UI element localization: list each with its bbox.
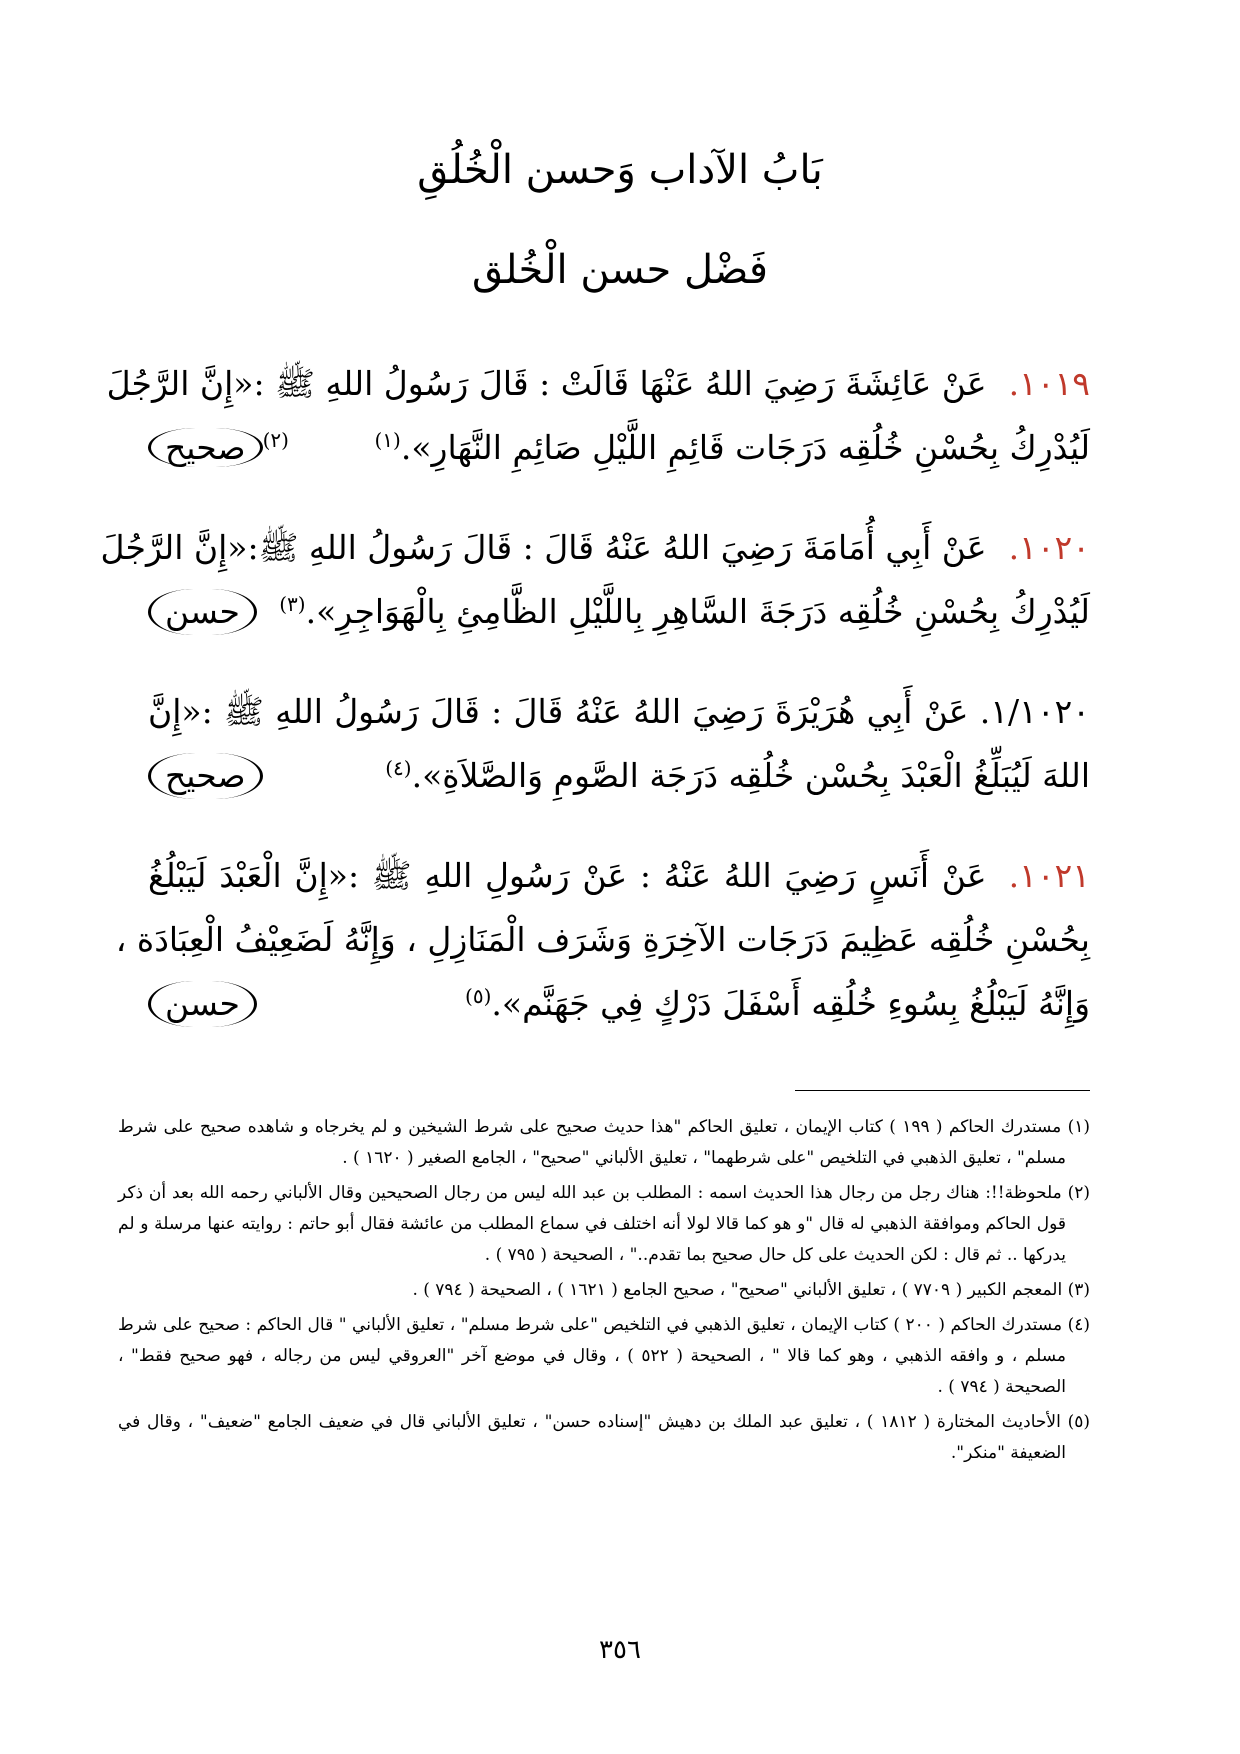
hadith-1020 <box>100 516 1090 644</box>
grade-badge: صحيح <box>148 428 263 467</box>
section-title: فَضْل حسن الْخُلق <box>471 247 769 293</box>
hadith-1021 <box>115 844 1090 1036</box>
footnote-ref[interactable]: (٤) <box>385 756 412 780</box>
hadith-line <box>148 844 1090 908</box>
hadith-line <box>148 680 1090 744</box>
footnote-ref[interactable]: (٣) <box>279 592 306 616</box>
hadith-text: لَيُدْرِكُ بِحُسْنِ خُلُقِه دَرَجَات قَائِمِ اللَّيْلِ صَائِمِ النَّهَارِ». <box>400 428 1090 467</box>
hadith-text: اللهَ لَيُبَلِّغُ الْعَبْدَ بِحُسْن خُلُقِه دَرَجَة الصَّومِ وَالصَّلاَةِ». <box>411 756 1090 795</box>
grade-badge: صحيح <box>148 753 263 799</box>
hadith-text: لَيُدْرِكُ بِحُسْنِ خُلُقِه دَرَجَةَ السَّاهِرِ بِاللَّيْلِ الظَّامِئِ بِالْهَوَاجِرِ». <box>305 592 1090 631</box>
hadith-line <box>148 580 1090 644</box>
footnote: (٤) مستدرك الحاكم ( ٢٠٠ ) كتاب الإيمان ، تعليق الذهبي في التلخيص "على شرط مسلم" ، تعليق الألباني " قال الحاكم : صحيح على شرط مسلم ، و وافقه الذهبي ، وهو كما قالا " ، الصحيحة ( ٥٢٢ ) ، وقال في موضع آخر "العروقي ليس من رجاله ، فهو صحيح فقط" ، الصحيحة ( ٧٩٤ ) . <box>118 1315 1091 1397</box>
footnote: (٥) الأحاديث المختارة ( ١٨١٢ ) ، تعليق عبد الملك بن دهيش "إسناده حسن" ، تعليق الألباني قال في ضعيف الجامع "ضعيف" ، وقال في الضعيفة "منكر". <box>118 1412 1090 1463</box>
page-number: ٣٥٦ <box>599 1635 641 1665</box>
footnote-ref[interactable]: (٢) <box>262 428 289 452</box>
footnote-divider <box>795 1090 1090 1091</box>
hadith-number: ١٠٢١. <box>1008 856 1090 895</box>
hadith-text: ١/١٠٢٠. عَنْ أَبِي هُرَيْرَةَ رَضِيَ اللهُ عَنْهُ قَالَ : قَالَ رَسُولُ اللهِ ﷺ :«إِنَّ <box>148 692 1090 731</box>
hadith-line <box>115 908 1090 972</box>
footnote-ref[interactable]: (١) <box>374 428 401 452</box>
hadith-text: عَنْ عَائِشَةَ رَضِيَ اللهُ عَنْهَا قَالَتْ : قَالَ رَسُولُ اللهِ ﷺ :«إِنَّ الرَّجُلَ <box>106 364 987 403</box>
footnote: (٢) ملحوظة!!: هناك رجل من رجال هذا الحديث اسمه : المطلب بن عبد الله ليس من رجال الصحيحين وقال الألباني رحمه الله بعد أن ذكر قول الحاكم وموافقة الذهبي له قال "و هو كما قالا لولا أنه اختلف في سماع المطلب من عائشة فقال أبو حاتم : روايته عنها مرسلة و لم يدركها .. ثم قال : لكن الحديث على كل حال صحيح بما تقدم.." ، الصحيحة ( ٧٩٥ ) . <box>118 1183 1090 1265</box>
hadith-number: ١٠٢٠. <box>1008 528 1090 567</box>
grade-badge: حسن <box>148 981 257 1027</box>
footnote: (١) مستدرك الحاكم ( ١٩٩ ) كتاب الإيمان ، تعليق الحاكم "هذا حديث صحيح على شرط الشيخين و لم يخرجاه و شاهده صحيح على شرط مسلم" ، تعليق الذهبي في التلخيص "على شرطهما" ، تعليق الألباني "صحيح" ، الجامع الصغير ( ١٦٢٠ ) . <box>118 1117 1090 1168</box>
hadith-line <box>148 416 1090 480</box>
footnote-ref[interactable]: (٥) <box>465 984 492 1008</box>
hadith-line <box>106 352 1090 416</box>
hadith-text: عَنْ أَنَسٍ رَضِيَ اللهُ عَنْهُ : عَنْ رَسُولِ اللهِ ﷺ :«إِنَّ الْعَبْدَ لَيَبْلُغُ <box>148 856 987 895</box>
grade-badge: حسن <box>148 589 257 635</box>
hadith-text: بِحُسْنِ خُلُقِه عَظِيمَ دَرَجَات الآخِرَةِ وَشَرَف الْمَنَازِلِ ، وَإِنَّهُ لَضَعِيْفُ الْعِبَادَة ، <box>115 920 1090 959</box>
hadith-text: عَنْ أَبِي أُمَامَةَ رَضِيَ اللهُ عَنْهُ قَالَ : قَالَ رَسُولُ اللهِ ﷺ:«إِنَّ الرَّجُلَ <box>100 528 987 567</box>
hadith-1019 <box>106 352 1090 480</box>
hadith-1020-1 <box>148 680 1090 808</box>
chapter-title: بَابُ الآداب وَحسن الْخُلُقِ <box>417 147 823 193</box>
footnotes <box>118 1112 1090 1473</box>
hadith-line <box>100 516 1090 580</box>
footnote: (٣) المعجم الكبير ( ٧٧٠٩ ) ، تعليق الألباني "صحيح" ، صحيح الجامع ( ١٦٢١ ) ، الصحيحة ( ٧٩٤ ) . <box>412 1280 1090 1300</box>
hadith-number: ١٠١٩. <box>1008 364 1090 403</box>
hadith-text: وَإِنَّهُ لَيَبْلُغُ بِسُوءِ خُلُقِه أَسْفَلَ دَرْكٍ فِي جَهَنَّم». <box>491 984 1090 1023</box>
hadith-line <box>148 972 1090 1036</box>
hadith-line <box>148 744 1090 808</box>
